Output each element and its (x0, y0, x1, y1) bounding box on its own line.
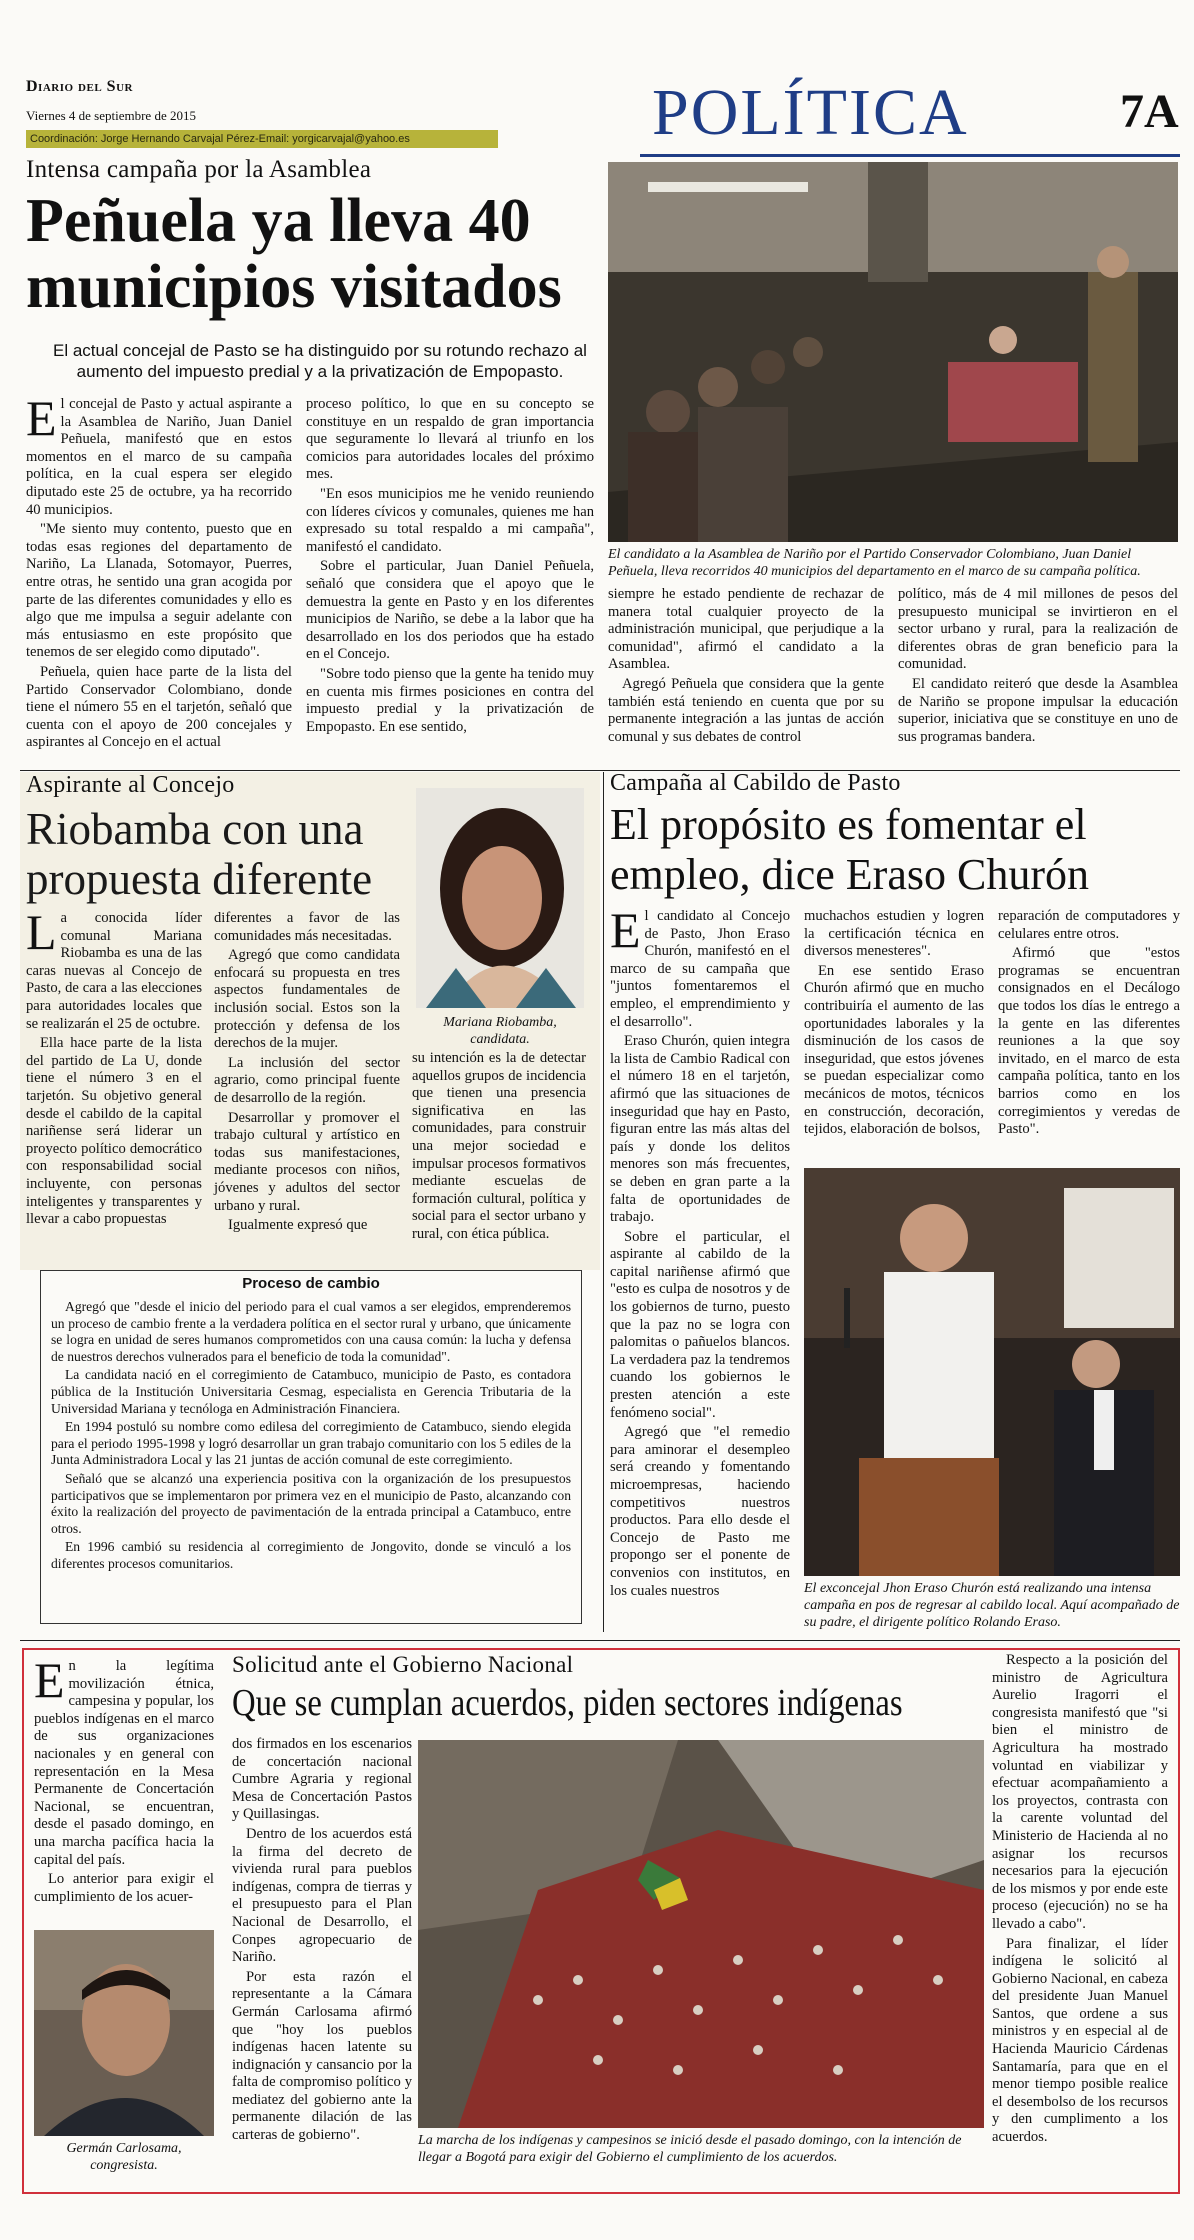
story3-paragraph: reparación de computadores y celulares entre otros. (998, 908, 1180, 942)
story4-paragraph: dos firmados en los escenarios de concertación nacional Cumbre Agraria y regional Mesa de Concertación Pastos y Quillasingas. (232, 1736, 412, 1823)
drop-cap: L (26, 904, 57, 960)
story1-paragraph: político, más de 4 mil millones de pesos del presupuesto municipal se invirtieron en el sector urbano y rural, para la realización de diferentes obras de gran beneficio para la comunidad. (898, 586, 1178, 673)
section-divider (20, 1640, 1180, 1641)
column-divider (603, 772, 604, 1632)
story2-col2 (214, 910, 400, 1237)
page-number: 7A (1120, 85, 1179, 138)
story1-paragraph: Agregó Peñuela que considera que la gente también está teniendo en cuenta que por su permanente integración a las juntas de acción comunal y sus debates de control (608, 675, 884, 745)
story2-paragraph: Agregó que como candidata enfocará su propuesta en tres aspectos fundamentales de inclusión social. Estos son la protección y defensa de los derechos de la mujer. (214, 947, 400, 1052)
story2-box (40, 1270, 582, 1624)
story2-col1 (26, 904, 202, 1231)
story3-kicker: Campaña al Cabildo de Pasto (610, 770, 901, 796)
story4-kicker: Solicitud ante el Gobierno Nacional (232, 1652, 574, 1677)
story1-paragraph: "Sobre todo pienso que la gente ha tenido muy en cuenta mis firmes posiciones en contra del impuesto predial y la privatización de Empopasto. En ese sentido, (306, 665, 594, 735)
story3-col3 (998, 908, 1180, 1141)
story2-paragraph: su intención es la de detectar aquellos grupos de incidencia que tienen una presencia significativa en las comunidades, para construir una mejor sociedad e impulsar procesos formativos mediante escuelas de formación cultural, política y social para el sector urbano y rural, con ética pública. (412, 1050, 586, 1242)
story2-col3 (412, 1050, 586, 1246)
story2-paragraph: Desarrollar y promover el trabajo cultural y artístico en todas sus manifestaciones, mediante procesos con niños, jóvenes y adultos del sector urbano y rural. (214, 1109, 400, 1214)
story3-paragraph: Agregó que "el remedio para aminorar el desempleo será creando y fomentando microempresas, haciendo competitivos nuestros productos. Para ello desde el Concejo de Pasto me propongo ser el ponente de convenios con institutos, en los cuales nuestros (610, 1424, 790, 1599)
story2-kicker: Aspirante al Concejo (26, 772, 235, 798)
drop-cap: E (34, 1652, 65, 1708)
box-paragraph: Agregó que "desde el inicio del periodo para el cual vamos a ser elegidos, emprenderemos un proceso de cambio frente a la verdadera política en el sector rural y urbano, que únicamente se logra en unidad de seres humanos comprometidos con una causa común: la lucha y defensa de nuestros derechos vulnerados para el beneficio de toda la comunidad". (51, 1299, 571, 1364)
story4-paragraph: Respecto a la posición del ministro de Agricultura Aurelio Iragorri el congresista manifestó que "si bien el ministro de Agricultura ha mostrado voluntad en viabilizar y efectuar acompañamiento a los proyectos, contrasta con la carente voluntad del Ministerio de Hacienda al no asignar los recursos necesarios para la ejecución de los mismos y por ende este proceso (ejecución) no se ha llevado a cabo". (992, 1652, 1168, 1932)
section-divider (20, 770, 1180, 771)
story1-paragraph: Sobre el particular, Juan Daniel Peñuela, señaló que considera que el apoyo que le demuestra la gente en Pasto y en los diferentes municipios de Nariño, se debe a la labor que ha desarrollado en los dos periodos que ha estado en el Concejo. (306, 558, 594, 663)
story1-deck: El actual concejal de Pasto se ha distinguido por su rotundo rechazo al aumento del impuesto predial y a la privatización de Empopasto. (53, 341, 587, 381)
story3-col2 (804, 908, 984, 1141)
story1-paragraph: proceso político, lo que en su concepto se constituye en un respaldo de gran importancia que seguramente lo llevará al triunfo en los comicios para autoridades locales del próximo mes. (306, 396, 594, 483)
story1-paragraph: "En esos municipios me he venido reuniendo con líderes cívicos y comunales, quienes me han expresado su total respaldo a mi campaña", manifestó el candidato. (306, 485, 594, 555)
story1-paragraph: siempre he estado pendiente de rechazar de manera total cualquier proyecto de la administración municipal, que perjudique a la comunidad", afirmó el candidato a la Asamblea. (608, 586, 884, 673)
story4-col2 (232, 1736, 412, 2147)
story4-paragraph: En la legítima movilización étnica, campesina y popular, los pueblos indígenas en el marco de sus organizaciones nacionales y en general con representación en la Mesa Permanente de Concertación Nacional, se encuentran, desde el pasado domingo, en una marcha pacífica hacia la capital del país. (34, 1652, 214, 1868)
masthead-rule (640, 154, 1180, 157)
box-paragraph: La candidata nació en el corregimiento de Catambuco, municipio de Pasto, es contadora pública de la Institución Universitaria Cesmag, especialista en Gerencia Tributaria de la Universidad Mariana y tecnóloga en Administración Financiera. (51, 1367, 571, 1416)
story2-paragraph: La conocida líder comunal Mariana Riobamba es una de las caras nuevas al Concejo de Pasto, de cara a las elecciones para autoridades locales que se realizarán el 25 de octubre. (26, 904, 202, 1032)
story4-portrait (34, 1930, 214, 2136)
story1-paragraph: El candidato reiteró que desde la Asamblea de Nariño se propone impulsar la educación superior, iniciativa que se constituye en uno de sus programas bandera. (898, 675, 1178, 745)
story1-kicker: Intensa campaña por la Asamblea (26, 156, 372, 183)
story3-photo (804, 1168, 1180, 1576)
story4-photo-caption: La marcha de los indígenas y campesinos se inició desde el pasado domingo, con la intención de llegar a Bogotá para exigir del Gobierno el cumplimiento de los acuerdos. (418, 2133, 962, 2165)
paper-name: Diario del Sur (26, 78, 133, 95)
story2-headline: Riobamba con una propuesta diferente (26, 804, 373, 904)
box-body (51, 1299, 571, 1575)
story1-col1 (26, 390, 292, 754)
story3-paragraph: Sobre el particular, el aspirante al cabildo de la capital nariñense afirmó que "esto es culpa de nosotros y de los gobiernos de turno, puesto que la paz no se logra con palomitas o pañuelos blancos. La verdadera paz la tendremos cuando los gobiernos le presten atención a este fenómeno social". (610, 1228, 790, 1421)
story4-paragraph: Lo anterior para exigir el cumplimiento de los acuer- (34, 1871, 214, 1905)
story2-paragraph: La inclusión del sector agrario, como principal fuente de desarrollo de la región. (214, 1054, 400, 1106)
story3-paragraph: En ese sentido Eraso Churón afirmó que en mucho contribuiría el aumento de las oportunidades laborales y la disminución de los casos de inseguridad, que estos jóvenes se puedan especializar como mecánicos de motos, técnicos en construcción, decoración, tejidos, elaboración de bolsos, (804, 962, 984, 1138)
story2-caption: Mariana Riobamba, candidata. (443, 1015, 557, 1047)
story1-col3 (608, 586, 884, 748)
story3-paragraph: Eraso Churón, quien integra la lista de Cambio Radical con el número 18 en el tarjetón, afirmó que las situaciones de inseguridad que hay en Pasto, figuran entre las más altas del país y donde los delitos menores son más frecuentes, se deben en gran parte a la falta de oportunidades de trabajo. (610, 1033, 790, 1226)
story4-col3 (992, 1652, 1168, 2149)
drop-cap: E (26, 390, 57, 446)
story3-paragraph: El candidato al Concejo de Pasto, Jhon Eraso Churón, manifestó en el marco de su campaña que "juntos fomentaremos el empleo, el emprendimiento y el desarrollo". (610, 902, 790, 1030)
drop-cap: E (610, 902, 641, 958)
section-title: POLÍTICA (652, 76, 969, 149)
story4-portrait-caption: Germán Carlosama, congresista. (66, 2141, 182, 2173)
story4-paragraph: Dentro de los acuerdos está la firma del decreto de vivienda rural para pueblos indígenas, compra de tierras y el presupuesto para el Plan Nacional de Desarrollo, el Conpes agropecuario de Nariño. (232, 1825, 412, 1966)
masthead (20, 78, 1180, 162)
story4-col1 (34, 1652, 214, 1908)
story1-paragraph: "Me siento muy contento, puesto que en todas esas regiones del departamento de Nariño, La Llanada, Sotomayor, Puerres, entre otras, he sentido una gran acogida por parte de las diferentes comunidades y ello es algo que me impulsa a seguir adelante con más entusiasmo en este propósito que tenemos de ser elegido como diputado". (26, 521, 292, 661)
story3-paragraph: muchachos estudien y logren la certificación técnica en diversos menesteres". (804, 908, 984, 960)
story4-photo (418, 1740, 984, 2128)
story3-paragraph: Afirmó que "estos programas se encuentran consignados en el Decálogo que todos los días le entrego a la gente en las diferentes reuniones a la que soy invitado, en el marco de esta campaña política, tanto en los barrios como en los corregimientos y veredas de Pasto". (998, 945, 1180, 1138)
box-title: Proceso de cambio (242, 1275, 380, 1292)
story1-col2 (306, 396, 594, 738)
story1-paragraph: Peñuela, quien hace parte de la lista del Partido Conservador Colombiano, donde tiene el número 55 en el tarjetón, señaló que cuenta con el apoyo de 200 concejales y aspirantes al Concejo en el actual (26, 663, 292, 751)
story1-headline: Peñuela ya lleva 40 municipios visitados (26, 187, 562, 321)
story1-caption: El candidato a la Asamblea de Nariño por el Partido Conservador Colombiano, Juan Daniel Peñuela, lleva recorridos 40 municipios del departamento en el marco de su campaña política. (608, 547, 1141, 579)
story2-paragraph: Igualmente expresó que (228, 1217, 368, 1234)
story1-photo (608, 162, 1178, 542)
story3-col1 (610, 902, 790, 1602)
story1-paragraph: El concejal de Pasto y actual aspirante a la Asamblea de Nariño, Juan Daniel Peñuela, manifestó que en estos momentos en el marco de su campaña política, en la cual espera ser elegido diputado este 25 de octubre, ya ha recorrido 40 municipios. (26, 390, 292, 518)
story2-paragraph: diferentes a favor de las comunidades más necesitadas. (214, 910, 400, 944)
story2-portrait (416, 788, 584, 1008)
story4-headline: Que se cumplan acuerdos, piden sectores indígenas (232, 1682, 903, 1724)
story1-col4 (898, 586, 1178, 748)
coordination-bar: Coordinación: Jorge Hernando Carvajal Pérez-Email: yorgicarvajal@yahoo.es (26, 130, 498, 148)
box-paragraph: En 1994 postuló su nombre como edilesa del corregimiento de Catambuco, siendo elegida para el periodo 1995-1998 y logró desarrollar un gran trabajo comunitario con los 5 ediles de la Junta Administradora Local y las 21 juntas de acción comunal de este corregimiento. (51, 1419, 571, 1468)
story3-caption: El exconcejal Jhon Eraso Churón está realizando una intensa campaña en pos de regresar al cabildo local. Aquí acompañado de su padre, el dirigente político Rolando Eraso. (804, 1581, 1180, 1630)
issue-date: Viernes 4 de septiembre de 2015 (26, 108, 196, 123)
story4-paragraph: Para finalizar, el líder indígena le solicitó al Gobierno Nacional, en cabeza del presidente Juan Manuel Santos, que ordene a sus ministros y en especial al de Hacienda Mauricio Cárdenas Santamaría, para que en el menor tiempo posible realice el desembolso de los recursos y den cumplimento a los acuerdos. (992, 1935, 1168, 2146)
story4-paragraph: Por esta razón el representante a la Cámara Germán Carlosama afirmó que "hoy los pueblos indígenas hacen latente su indignación y cansancio por la falta de compromiso político y mediatez del gobierno ante la permanente dilación de las carteras de gobierno". (232, 1968, 412, 2144)
story3-headline: El propósito es fomentar el empleo, dice Eraso Churón (610, 800, 1089, 899)
story2-paragraph: Ella hace parte de la lista del partido de La U, donde tiene el número 3 en el tarjetón. Su objetivo general desde el cabildo de la capital nariñense será liderar un proyecto político democrático con responsabilidad social incluyente, con personas inteligentes y transparentes y llevar a cabo propuestas (26, 1035, 202, 1228)
box-paragraph: Señaló que se alcanzó una experiencia positiva con la organización de los presupuestos participativos que se implementaron por primera vez en el municipio de Pasto, alcanzando con éxito la realización del proyecto de pavimentación de la entrada principal a Catambuco, entre otros. (51, 1470, 571, 1536)
box-paragraph: En 1996 cambió su residencia al corregimiento de Jongovito, donde se vinculó a los diferentes procesos comunitarios. (51, 1539, 571, 1571)
